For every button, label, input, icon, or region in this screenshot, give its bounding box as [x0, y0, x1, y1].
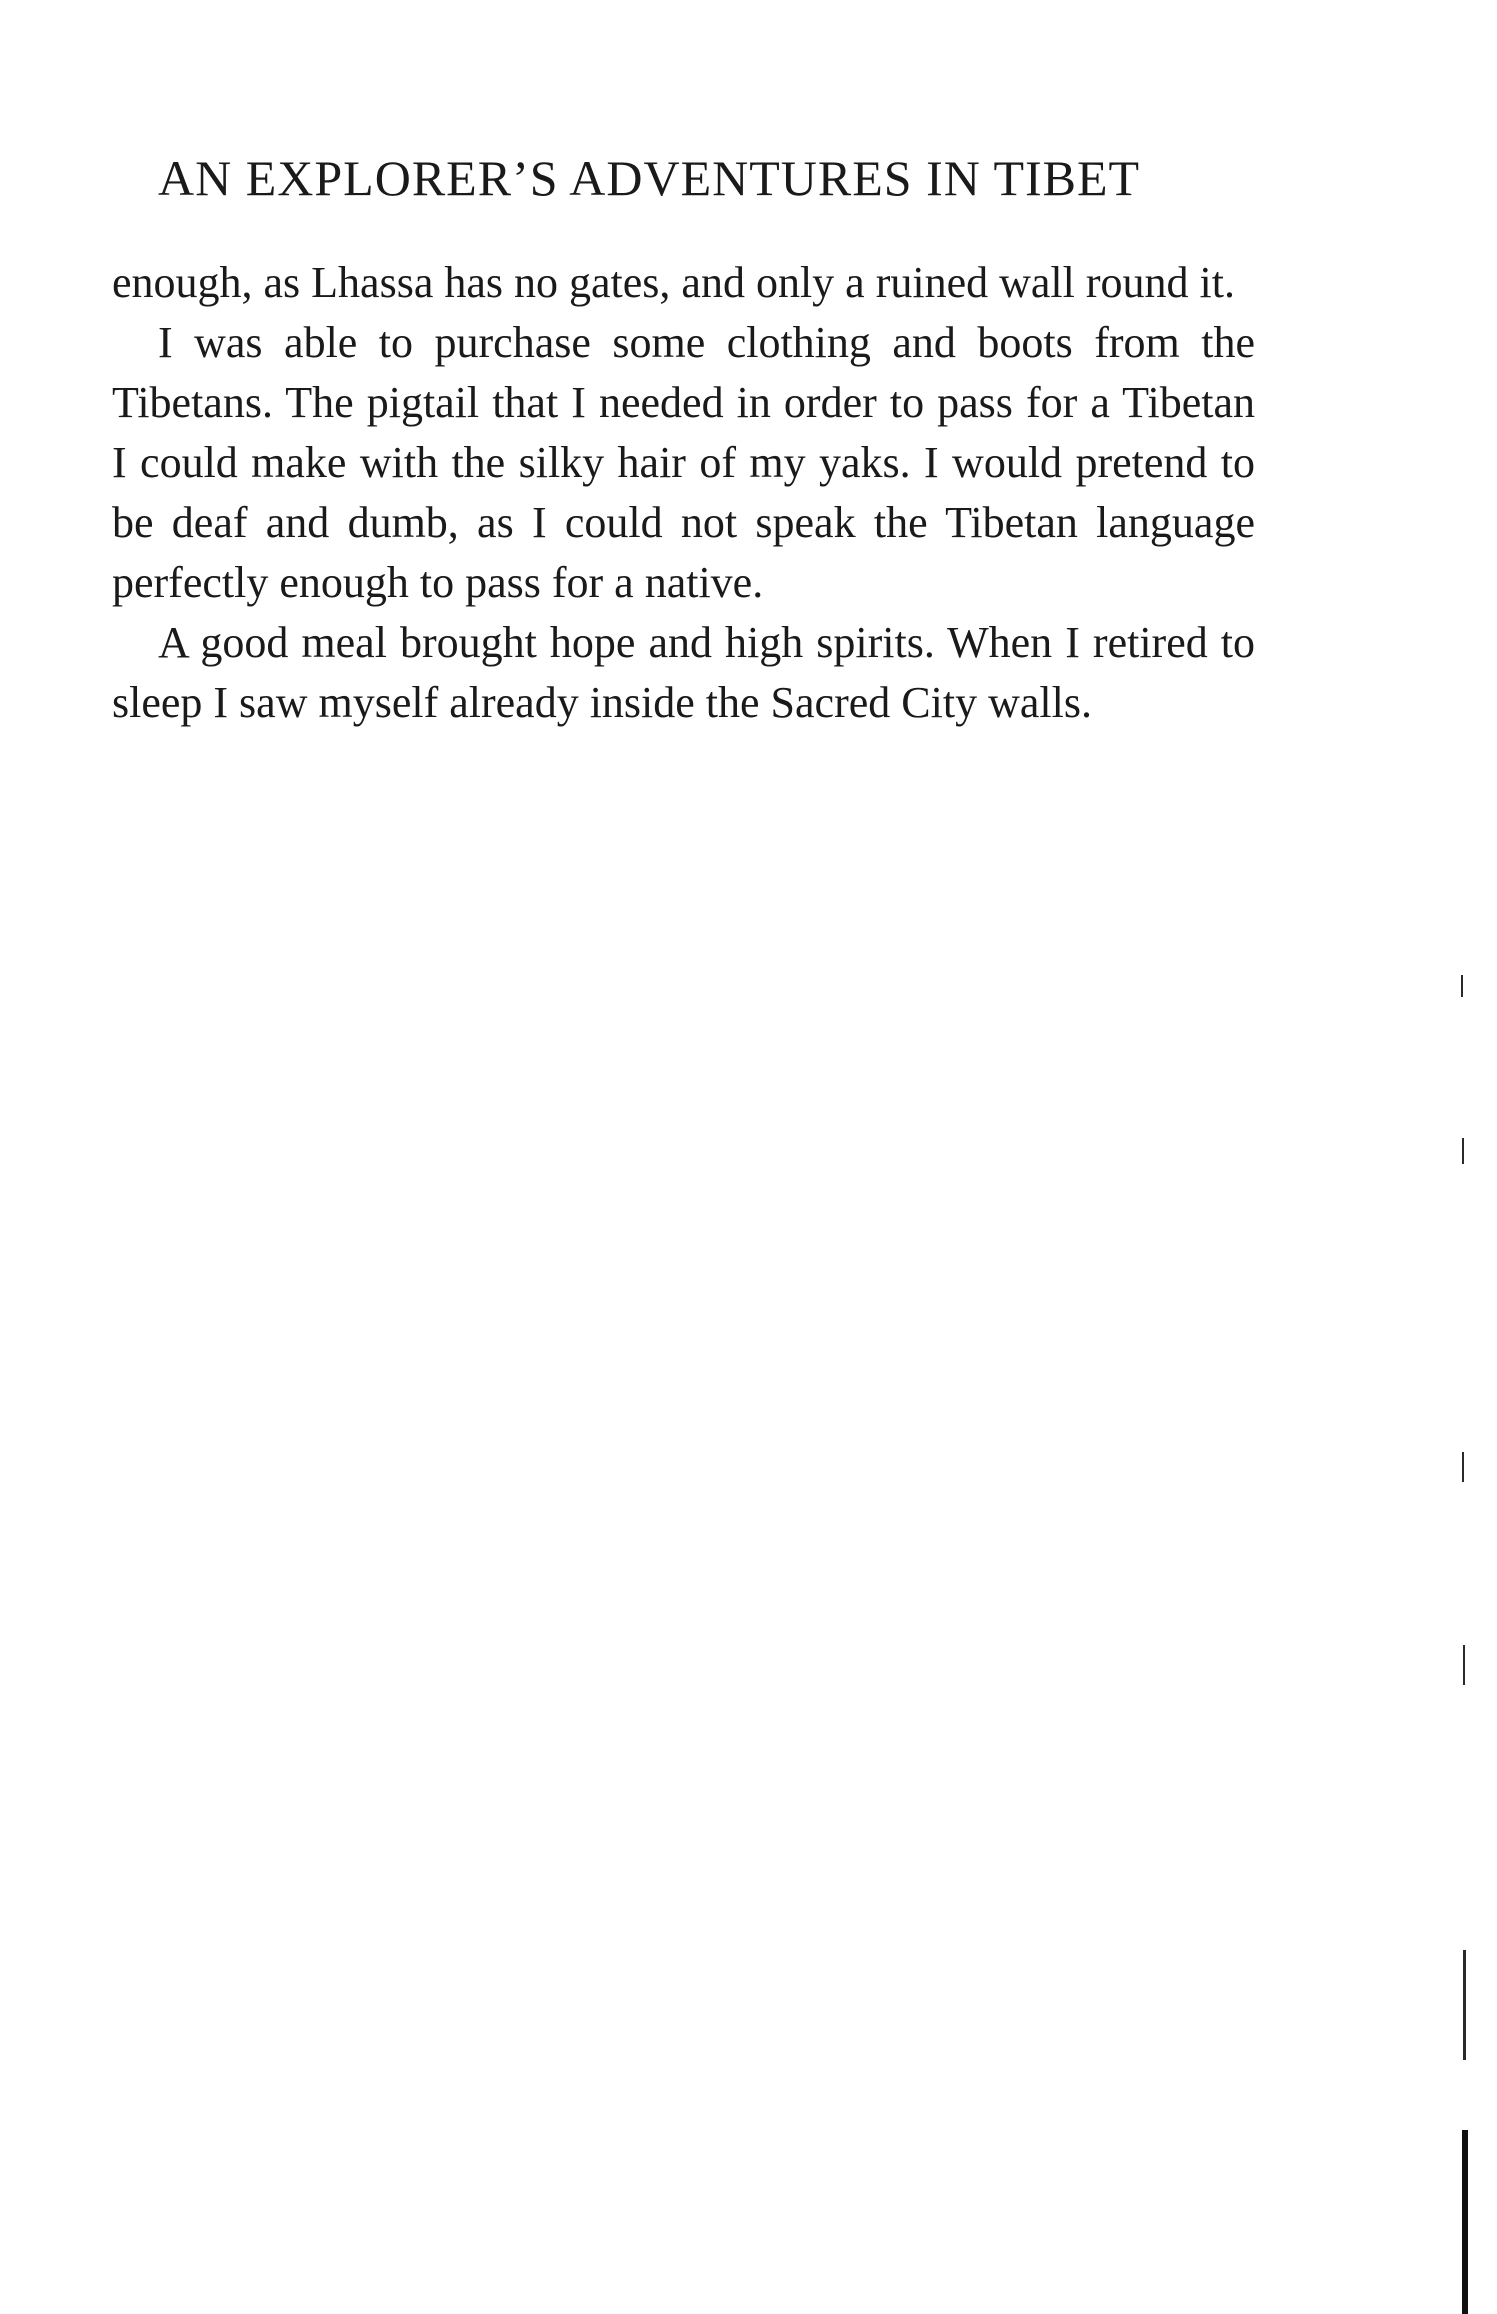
paragraph-continued: enough, as Lhassa has no gates, and only a ruined wall round it.: [112, 258, 1235, 307]
scan-edge-mark: [1463, 1950, 1466, 2060]
scan-edge-mark: [1462, 2130, 1468, 2314]
scan-edge-mark: [1462, 1452, 1464, 1482]
body-text: [112, 253, 1255, 733]
paragraph-meal: A good meal brought hope and high spirits. When I retired to sleep I saw myself already inside the Sacred City walls.: [112, 618, 1255, 727]
scan-edge-mark: [1461, 975, 1463, 997]
paragraph-disguise: I was able to purchase some clothing and boots from the Tibetans. The pigtail that I needed in order to pass for a Tibetan I could make with the silky hair of my yaks. I would pretend to be deaf and dumb, as I could not speak the Tibetan language perfectly enough to pass for a native.: [112, 318, 1255, 607]
scan-edge-mark: [1463, 1645, 1465, 1685]
running-head: AN EXPLORER’S ADVENTURES IN TIBET: [158, 150, 1141, 206]
scan-edge-mark: [1462, 1138, 1464, 1164]
